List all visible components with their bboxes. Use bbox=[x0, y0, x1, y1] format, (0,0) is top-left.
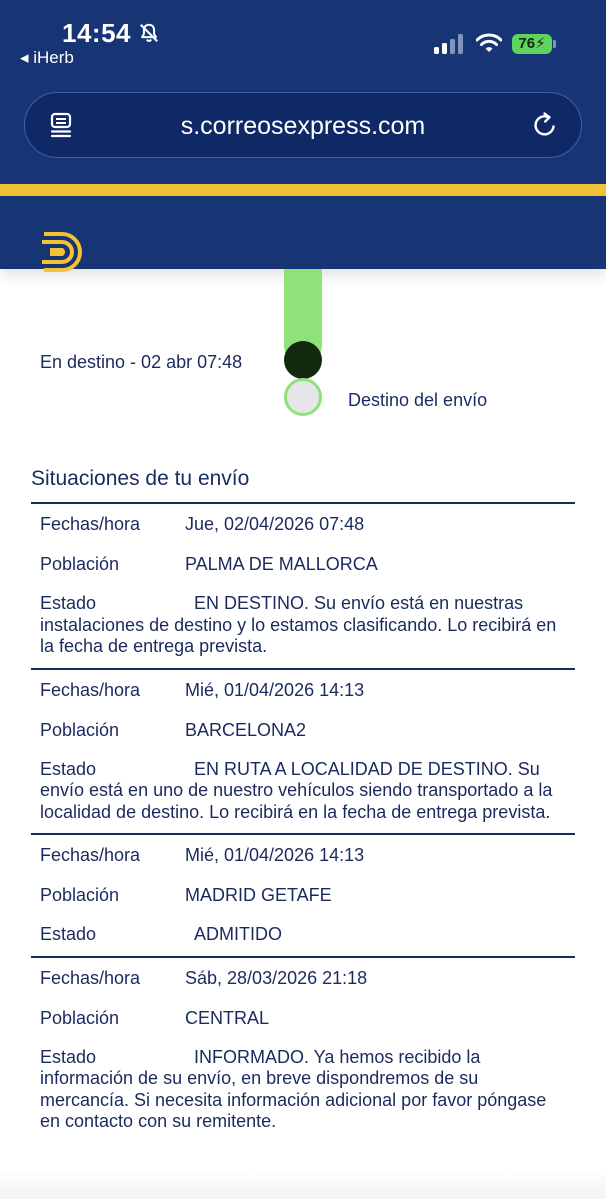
event-date-row bbox=[31, 679, 575, 719]
event-status-row bbox=[31, 924, 575, 946]
current-step-dot bbox=[284, 341, 322, 379]
event-date-row bbox=[31, 513, 575, 553]
site-header bbox=[0, 196, 606, 269]
event-date: Mié, 01/04/2026 14:13 bbox=[185, 679, 365, 700]
event-town-row bbox=[31, 553, 575, 593]
correos-express-logo-icon[interactable] bbox=[40, 230, 90, 274]
event-town-row bbox=[31, 1007, 575, 1047]
event-status: ADMITIDO bbox=[194, 924, 282, 944]
destination-step-label: Destino del envío bbox=[348, 390, 488, 410]
status-label: Estado bbox=[40, 924, 97, 944]
event-status: EN DESTINO. Su envío está en nuestras instalaciones de destino y lo estamos clasificando. Lo recibirá en la fecha de entrega prevista. bbox=[40, 593, 557, 656]
town-label: Población bbox=[40, 885, 120, 905]
event-entry bbox=[31, 668, 575, 834]
wifi-icon bbox=[476, 32, 502, 54]
status-time: 14:54 bbox=[62, 18, 131, 48]
event-status: INFORMADO. Ya hemos recibido la información de su envío, en breve dispondremos de su mercancía. Si necesita información adicional por favor póngase en contacto con su remitente. bbox=[40, 1046, 547, 1131]
event-date: Sáb, 28/03/2026 21:18 bbox=[185, 967, 368, 988]
address-bar[interactable] bbox=[24, 92, 582, 158]
yellow-stripe bbox=[0, 184, 606, 196]
event-status-row bbox=[31, 759, 575, 824]
signal-icon bbox=[434, 34, 466, 54]
event-status-row bbox=[31, 593, 575, 658]
date-label: Fechas/hora bbox=[40, 514, 141, 534]
browser-chrome bbox=[0, 0, 606, 184]
event-entry bbox=[31, 833, 575, 956]
event-date: Jue, 02/04/2026 07:48 bbox=[185, 514, 365, 534]
event-status-row bbox=[31, 1047, 575, 1133]
current-step-label: En destino - 02 abr 07:48 bbox=[40, 352, 243, 372]
town-label: Población bbox=[40, 719, 120, 740]
town-label: Población bbox=[40, 1007, 120, 1028]
event-town-row bbox=[31, 719, 575, 759]
events-list bbox=[31, 502, 575, 1143]
event-date: Mié, 01/04/2026 14:13 bbox=[185, 845, 365, 865]
battery-tip bbox=[553, 40, 556, 48]
events-title: Situaciones de tu envío bbox=[31, 467, 250, 490]
battery-icon: 76⚡ bbox=[512, 34, 552, 54]
event-town: BARCELONA2 bbox=[185, 719, 307, 740]
event-town: MADRID GETAFE bbox=[185, 885, 332, 905]
page-bottom-fade bbox=[0, 1170, 606, 1199]
url-text[interactable]: s.correosexpress.com bbox=[180, 112, 426, 140]
event-date-row bbox=[31, 967, 575, 1007]
date-label: Fechas/hora bbox=[40, 967, 141, 988]
date-label: Fechas/hora bbox=[40, 845, 141, 865]
back-to-app-link[interactable]: ◂ iHerb bbox=[20, 48, 74, 67]
bell-slash-icon bbox=[138, 22, 160, 44]
event-entry bbox=[31, 502, 575, 668]
reload-icon[interactable] bbox=[531, 111, 559, 139]
event-date-row bbox=[31, 844, 575, 884]
date-label: Fechas/hora bbox=[40, 679, 141, 700]
status-label: Estado bbox=[40, 1046, 97, 1067]
town-label: Población bbox=[40, 554, 120, 574]
event-town-row bbox=[31, 884, 575, 924]
status-label: Estado bbox=[40, 593, 97, 613]
battery-level: 76 bbox=[518, 35, 536, 52]
event-town: PALMA DE MALLORCA bbox=[185, 554, 378, 574]
destination-step-dot bbox=[284, 378, 322, 416]
event-town: CENTRAL bbox=[185, 1007, 270, 1028]
status-label: Estado bbox=[40, 758, 97, 779]
event-status: EN RUTA A LOCALIDAD DE DESTINO. Su envío está en uno de nuestro vehículos siendo transportado a la localidad de destino. Lo recibirá en la fecha de entrega prevista. bbox=[40, 758, 553, 822]
event-entry bbox=[31, 956, 575, 1143]
